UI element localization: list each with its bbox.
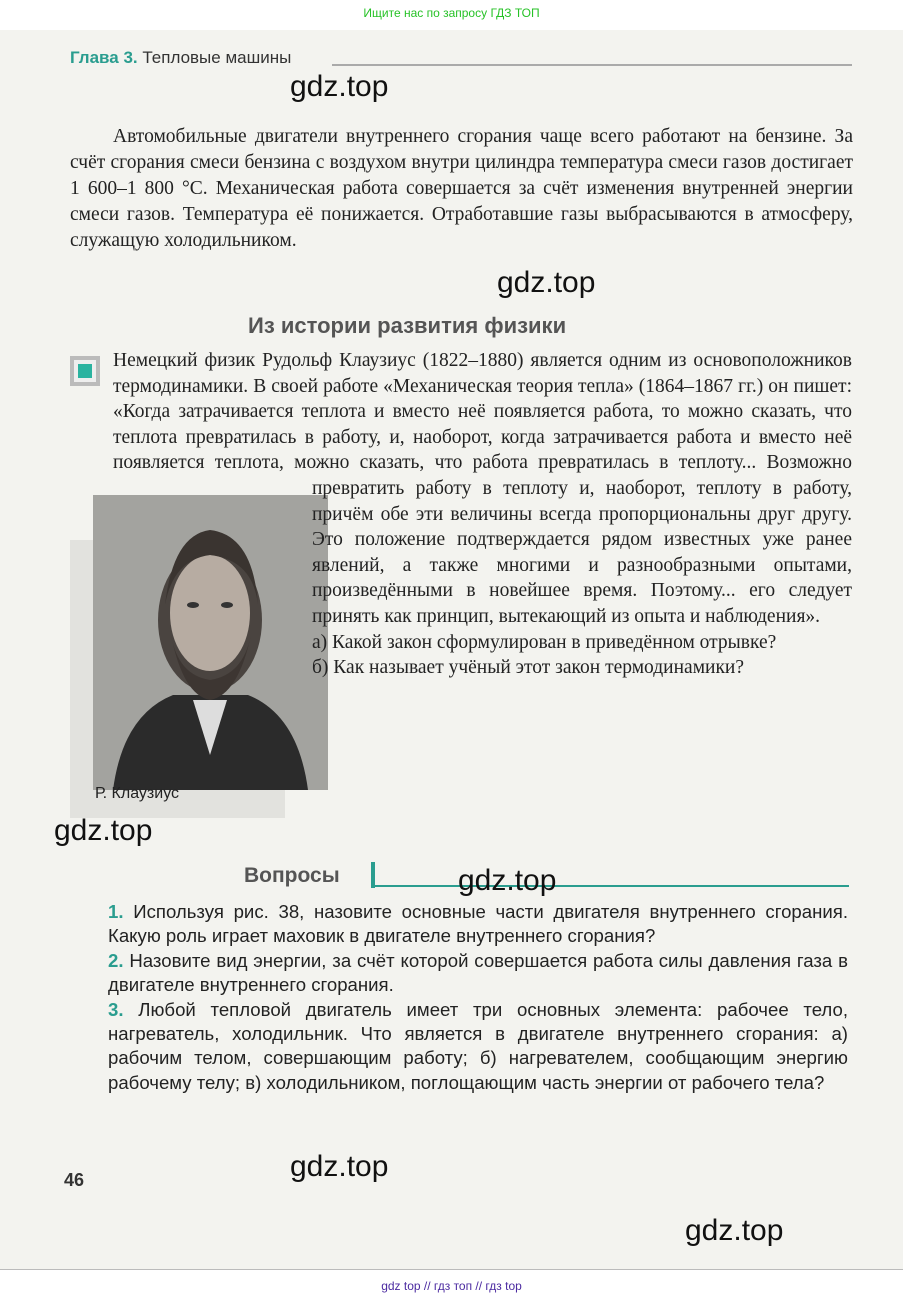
portrait-caption: Р. Клаузиус <box>95 785 180 802</box>
questions-rule <box>371 885 849 887</box>
footer-links[interactable]: gdz top // гдз топ // гдз top <box>381 1279 522 1293</box>
chapter-title: Тепловые машины <box>142 48 292 67</box>
watermark: gdz.top <box>290 1150 389 1183</box>
header-rule <box>332 64 852 66</box>
watermark: gdz.top <box>497 266 596 299</box>
watermark: gdz.top <box>54 814 153 847</box>
history-text <box>113 348 852 810</box>
section-marker-icon <box>70 356 100 386</box>
questions-heading: Вопросы <box>244 864 340 887</box>
question-item: 3. Любой тепловой двигатель имеет три основных элемента: рабочее тело, нагреватель, холодильник. Что является в двигателе внутреннего сгорания: а) рабочим телом, совершающим работу; б) нагревателем, сообщающим энергию рабочему телу; в) холодильником, поглощающим часть энергии от рабочего тела? <box>108 998 848 1093</box>
watermark: gdz.top <box>290 70 389 103</box>
question-b: б) Как называет учёный этот закон термодинамики? <box>312 657 745 679</box>
history-heading: Из истории развития физики <box>248 313 567 338</box>
watermark: gdz.top <box>685 1214 784 1247</box>
top-banner[interactable]: Ищите нас по запросу ГДЗ ТОП <box>363 6 540 20</box>
watermark: gdz.top <box>458 864 557 897</box>
question-item: 1. Используя рис. 38, назовите основные части двигателя внутреннего сгорания. Какую роль играет маховик в двигателе внутреннего сгорания? <box>108 901 848 947</box>
questions-list <box>108 900 848 1095</box>
page-number: 46 <box>64 1170 85 1190</box>
chapter-header <box>70 48 291 68</box>
clausius-quote: Немецкий физик Рудольф Клаузиус (1822–1880) является одним из основоположников термодинамики. В своей работе «Механическая теория тепла» (1864–1867 гг.) он пишет: «Когда затрачивается теплота и вместо неё появляется работа, то можно сказать, что теплота превратилась в работу, и, наоборот, когда затрачивается работа и вместо неё появляется теплота, можно сказать, что работа превратилась в теплоту... Возможно превратить работу в теплоту и, наоборот, теплоту в работу, причём обе эти величины всегда пропорциональны друг другу. Это положение подтверждается рядом известных уже ранее явлений, а также многими и разнообразными опытами, произведёнными в новейшее время. Поэтому... его следует принять как принцип, вытекающий из опыта и наблюдения». <box>113 350 852 627</box>
question-item: 2. Назовите вид энергии, за счёт которой совершается работа силы давления газа в двигателе внутреннего сгорания. <box>108 949 848 996</box>
question-a: а) Какой закон сформулирован в приведённом отрывке? <box>312 631 777 653</box>
chapter-label: Глава 3. <box>70 48 138 67</box>
intro-paragraph: Автомобильные двигатели внутреннего сгорания чаще всего работают на бензине. За счёт сгорания смеси бензина с воздухом внутри цилиндра температура смеси газов достигает 1 600–1 800 °С. Механическая работа совершается за счёт изменения внутренней энергии смеси газов. Температура её понижается. Отработавшие газы выбрасываются в атмосферу, служащую холодильником. <box>70 126 853 251</box>
